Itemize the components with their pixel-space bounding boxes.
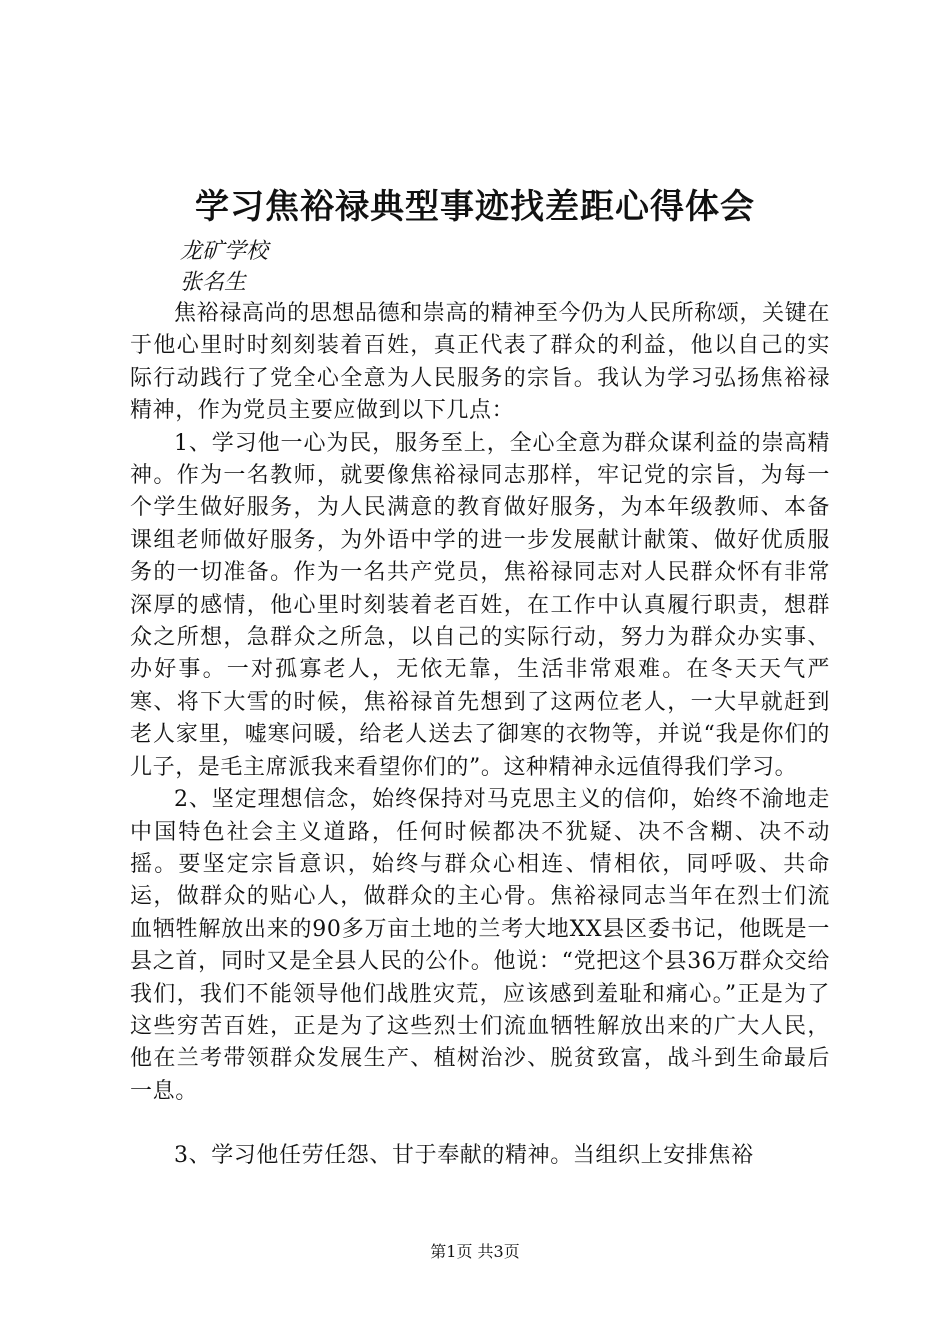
paragraph-point-1: 1、学习他一心为民，服务至上，全心全意为群众谋利益的崇高精神。作为一名教师，就要像焦裕禄同志那样，牢记党的宗旨，为每一个学生做好服务，为人民满意的教育做好服务，为本年级教师、本备课组老师做好服务，为外语中学的进一步发展献计献策、做好优质服务的一切准备。作为一名共产党员，焦裕禄同志对人民群众怀有非常深厚的感情，他心里时刻装着老百姓，在工作中认真履行职责，想群众之所想，急群众之所急，以自己的实际行动，努力为群众办实事、办好事。一对孤寡老人，无依无靠，生活非常艰难。在冬天天气严寒、将下大雪的时候，焦裕禄首先想到了这两位老人，一大早就赶到老人家里，嘘寒问暖，给老人送去了御寒的衣物等，并说“我是你们的儿子，是毛主席派我来看望你们的”。这种精神永远值得我们学习。 <box>130 430 830 780</box>
paragraph-point-2: 2、坚定理想信念，始终保持对马克思主义的信仰，始终不渝地走中国特色社会主义道路，任何时候都决不犹疑、决不含糊、决不动摇。要坚定宗旨意识，始终与群众心相连、情相依，同呼吸、共命运，做群众的贴心人，做群众的主心骨。焦裕禄同志当年在烈士们流血牺牲解放出来的90多万亩土地的兰考大地XX县区委书记，他既是一县之首，同时又是全县人民的公仆。他说：“党把这个县36万群众交给我们，我们不能领导他们战胜灾荒，应该感到羞耻和痛心。”正是为了这些穷苦百姓，正是为了这些烈士们流血牺牲解放出来的广大人民，他在兰考带领群众发展生产、植树治沙、脱贫致富，战斗到生命最后一息。 <box>130 787 830 1104</box>
paragraph-point-3: 3、学习他任劳任怨、甘于奉献的精神。当组织上安排焦裕 <box>174 1143 754 1169</box>
author-name: 张名生 <box>180 270 247 295</box>
paragraph-intro: 焦裕禄高尚的思想品德和崇高的精神至今仍为人民所称颂，关键在于他心里时时刻刻装着百姓，真正代表了群众的利益，他以自己的实际行动践行了党全心全意为人民服务的宗旨。我认为学习弘扬焦裕禄精神，作为党员主要应做到以下几点： <box>130 301 830 424</box>
page-footer: 第1页 共3页 <box>430 1242 520 1261</box>
document-body <box>130 298 830 1173</box>
school-name: 龙矿学校 <box>180 239 269 264</box>
document-title: 学习焦裕禄典型事迹找差距心得体会 <box>195 187 755 227</box>
